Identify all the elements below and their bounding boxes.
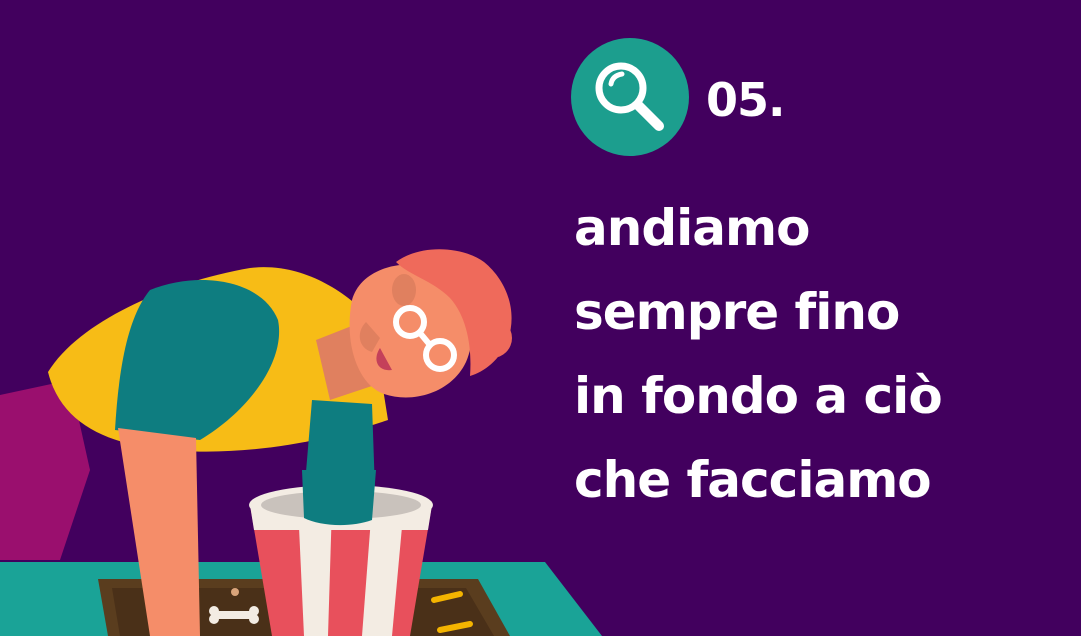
headline-line-1: andiamo bbox=[574, 199, 810, 257]
crumb bbox=[231, 588, 239, 596]
headline-line-4: che facciamo bbox=[574, 451, 931, 509]
headline-line-2: sempre fino bbox=[574, 283, 900, 341]
person-arm-in-bucket bbox=[302, 470, 376, 525]
magnifying-glass-badge bbox=[571, 38, 689, 156]
headline bbox=[574, 186, 942, 522]
headline-line-3: in fondo a ciò bbox=[574, 367, 942, 425]
step-number: 05. bbox=[706, 73, 785, 127]
